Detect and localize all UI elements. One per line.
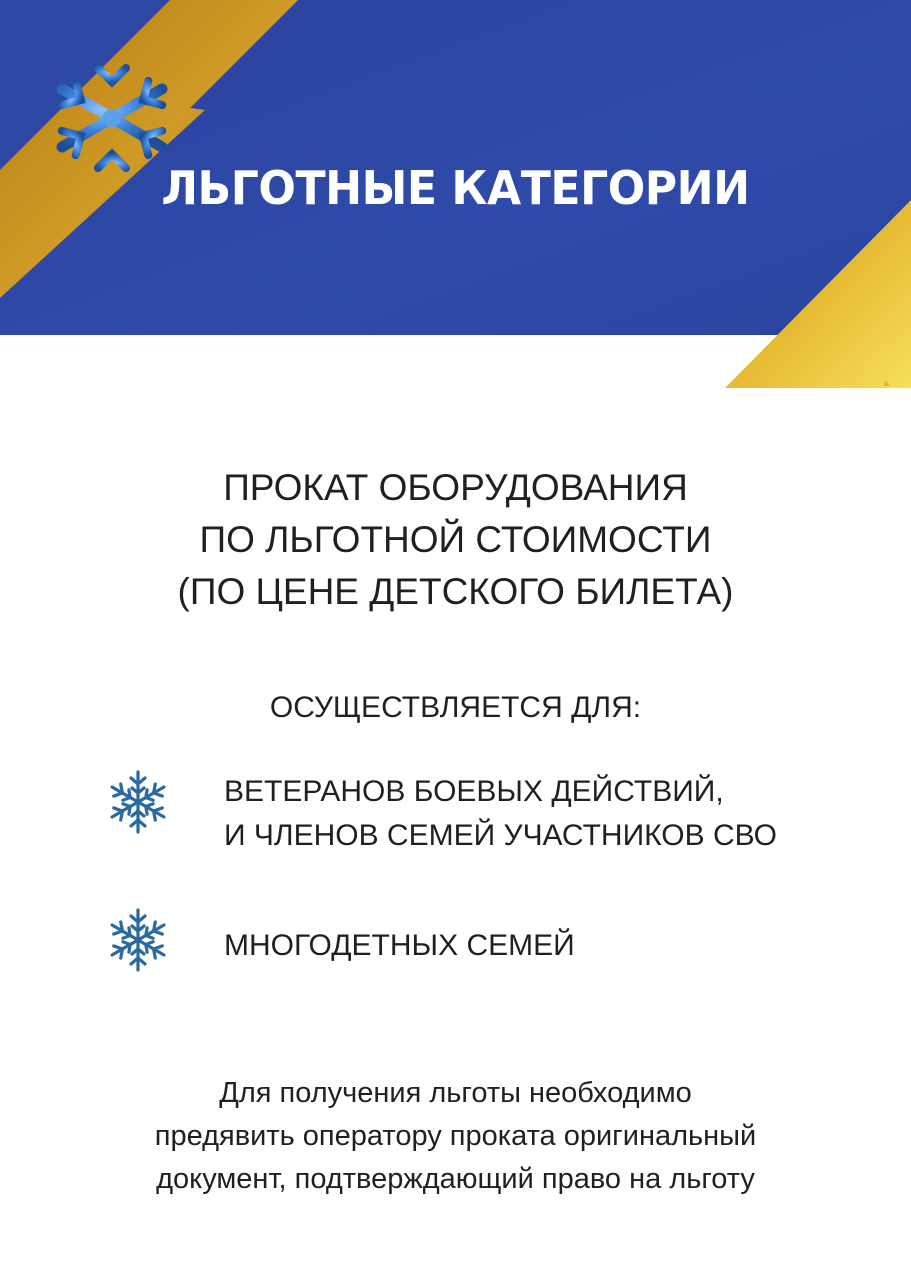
subheading: ОСУЩЕСТВЛЯЕТСЯ ДЛЯ: xyxy=(269,691,642,724)
category-text xyxy=(224,924,575,968)
heading-line: ПРОКАТ ОБОРУДОВАНИЯ xyxy=(223,467,688,508)
snowflake-icon xyxy=(104,768,172,836)
footnote-line: предявить оператору проката оригинальный xyxy=(154,1120,757,1152)
footnote xyxy=(0,1072,911,1201)
category-line: МНОГОДЕТНЫХ СЕМЕЙ xyxy=(224,929,575,962)
category-line: ВЕТЕРАНОВ БОЕВЫХ ДЕЙСТВИЙ, xyxy=(224,775,724,808)
main-heading xyxy=(0,462,911,618)
category-line: И ЧЛЕНОВ СЕМЕЙ УЧАСТНИКОВ СВО xyxy=(224,819,777,852)
footnote-line: Для получения льготы необходимо xyxy=(219,1077,692,1109)
category-text xyxy=(224,770,777,858)
footnote-line: документ, подтверждающий право на льготу xyxy=(156,1163,755,1195)
banner-title: ЛЬГОТНЫЕ КАТЕГОРИИ xyxy=(161,161,750,215)
heading-line: ПО ЛЬГОТНОЙ СТОИМОСТИ xyxy=(199,519,712,560)
heading-line: (ПО ЦЕНЕ ДЕТСКОГО БИЛЕТА) xyxy=(177,571,734,612)
snowflake-icon xyxy=(104,906,172,974)
